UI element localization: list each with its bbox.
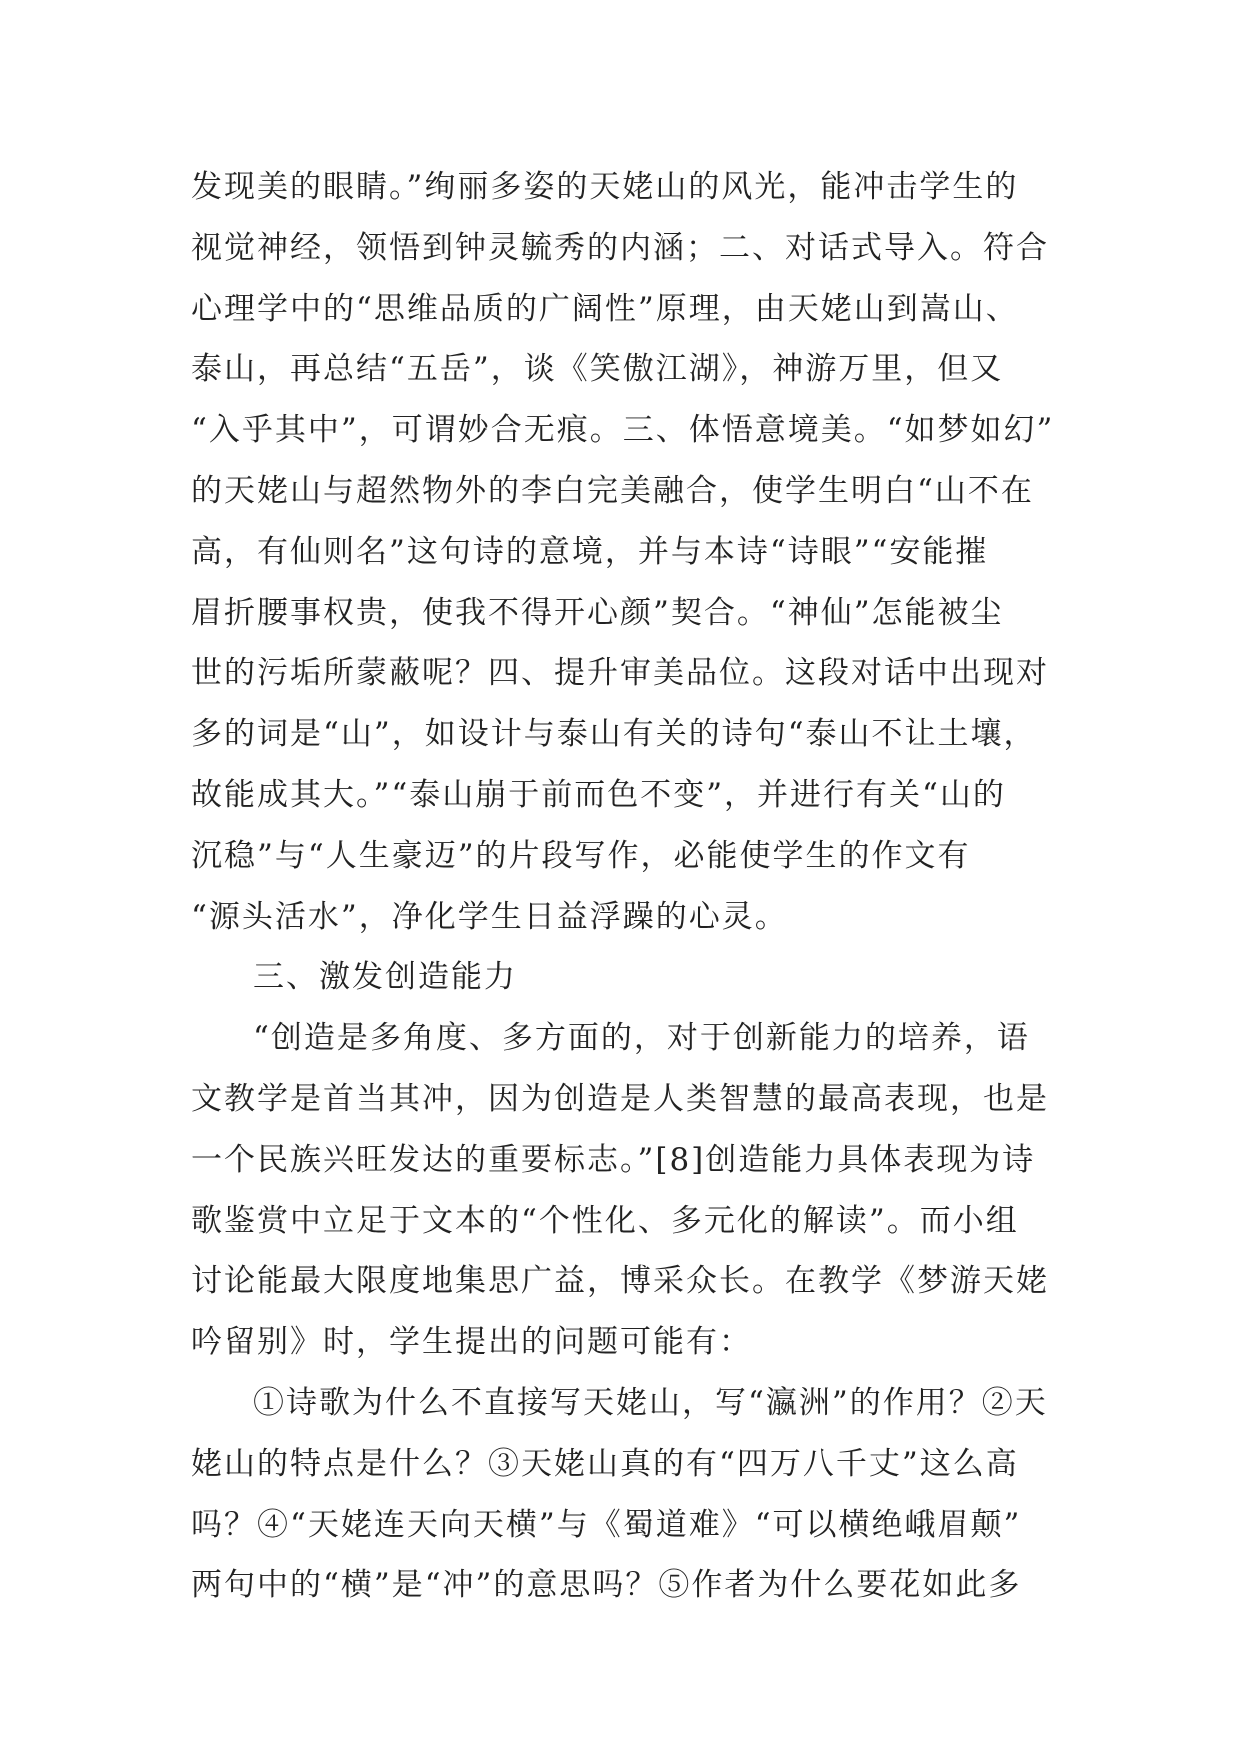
paragraph-line: 眉折腰事权贵，使我不得开心颜”契合。“神仙”怎能被尘	[191, 594, 1004, 631]
paragraph-line: “入乎其中”，可谓妙合无痕。三、体悟意境美。“如梦如幻”	[191, 412, 1055, 449]
paragraph-line: 沉稳”与“人生豪迈”的片段写作，必能使学生的作文有	[191, 837, 971, 874]
paragraph-line: 文教学是首当其冲，因为创造是人类智慧的最高表现，也是	[191, 1080, 1049, 1117]
paragraph-line: 姥山的特点是什么？③天姥山真的有“四万八千丈”这么高	[191, 1445, 1019, 1482]
paragraph-line: 吟留别》时，学生提出的问题可能有：	[191, 1324, 752, 1361]
paragraph-line: 心理学中的“思维品质的广阔性”原理，由天姥山到嵩山、	[191, 290, 1019, 327]
paragraph-line: “源头活水”，净化学生日益浮躁的心灵。	[191, 898, 788, 935]
paragraph-line: 一个民族兴旺发达的重要标志。”[8]创造能力具体表现为诗	[191, 1141, 1036, 1178]
paragraph-line: 吗？④“天姥连天向天横”与《蜀道难》“可以横绝峨眉颠”	[191, 1506, 1022, 1543]
paragraph-line: 发现美的眼睛。”绚丽多姿的天姥山的风光，能冲击学生的	[191, 169, 1019, 205]
paragraph-line: 视觉神经，领悟到钟灵毓秀的内涵；二、对话式导入。符合	[191, 229, 1049, 266]
section-heading: 三、激发创造能力	[253, 959, 517, 996]
document-body	[191, 157, 1071, 1616]
paragraph-line: 歌鉴赏中立足于文本的“个性化、多元化的解读”。而小组	[191, 1202, 1019, 1239]
paragraph-line: 高，有仙则名”这句诗的意境，并与本诗“诗眼”“安能摧	[191, 533, 989, 570]
paragraph-line: 世的污垢所蒙蔽呢？四、提升审美品位。这段对话中出现对	[191, 655, 1049, 692]
paragraph-line: 泰山，再总结“五岳”，谈《笑傲江湖》，神游万里，但又	[191, 351, 1004, 388]
paragraph-line: 讨论能最大限度地集思广益，博采众长。在教学《梦游天姥	[191, 1263, 1049, 1300]
paragraph-line: ①诗歌为什么不直接写天姥山，写“瀛洲”的作用？②天	[253, 1384, 1048, 1421]
paragraph-line: 的天姥山与超然物外的李白完美融合，使学生明白“山不在	[191, 472, 1034, 509]
paragraph-line: 两句中的“横”是“冲”的意思吗？⑤作者为什么要花如此多	[191, 1567, 1022, 1604]
paragraph-line: 多的词是“山”，如设计与泰山有关的诗句“泰山不让土壤，	[191, 716, 1037, 753]
paragraph-line: 故能成其大。”“泰山崩于前而色不变”，并进行有关“山的	[191, 776, 1006, 813]
paragraph-line: “创造是多角度、多方面的，对于创新能力的培养，语	[253, 1020, 1030, 1057]
